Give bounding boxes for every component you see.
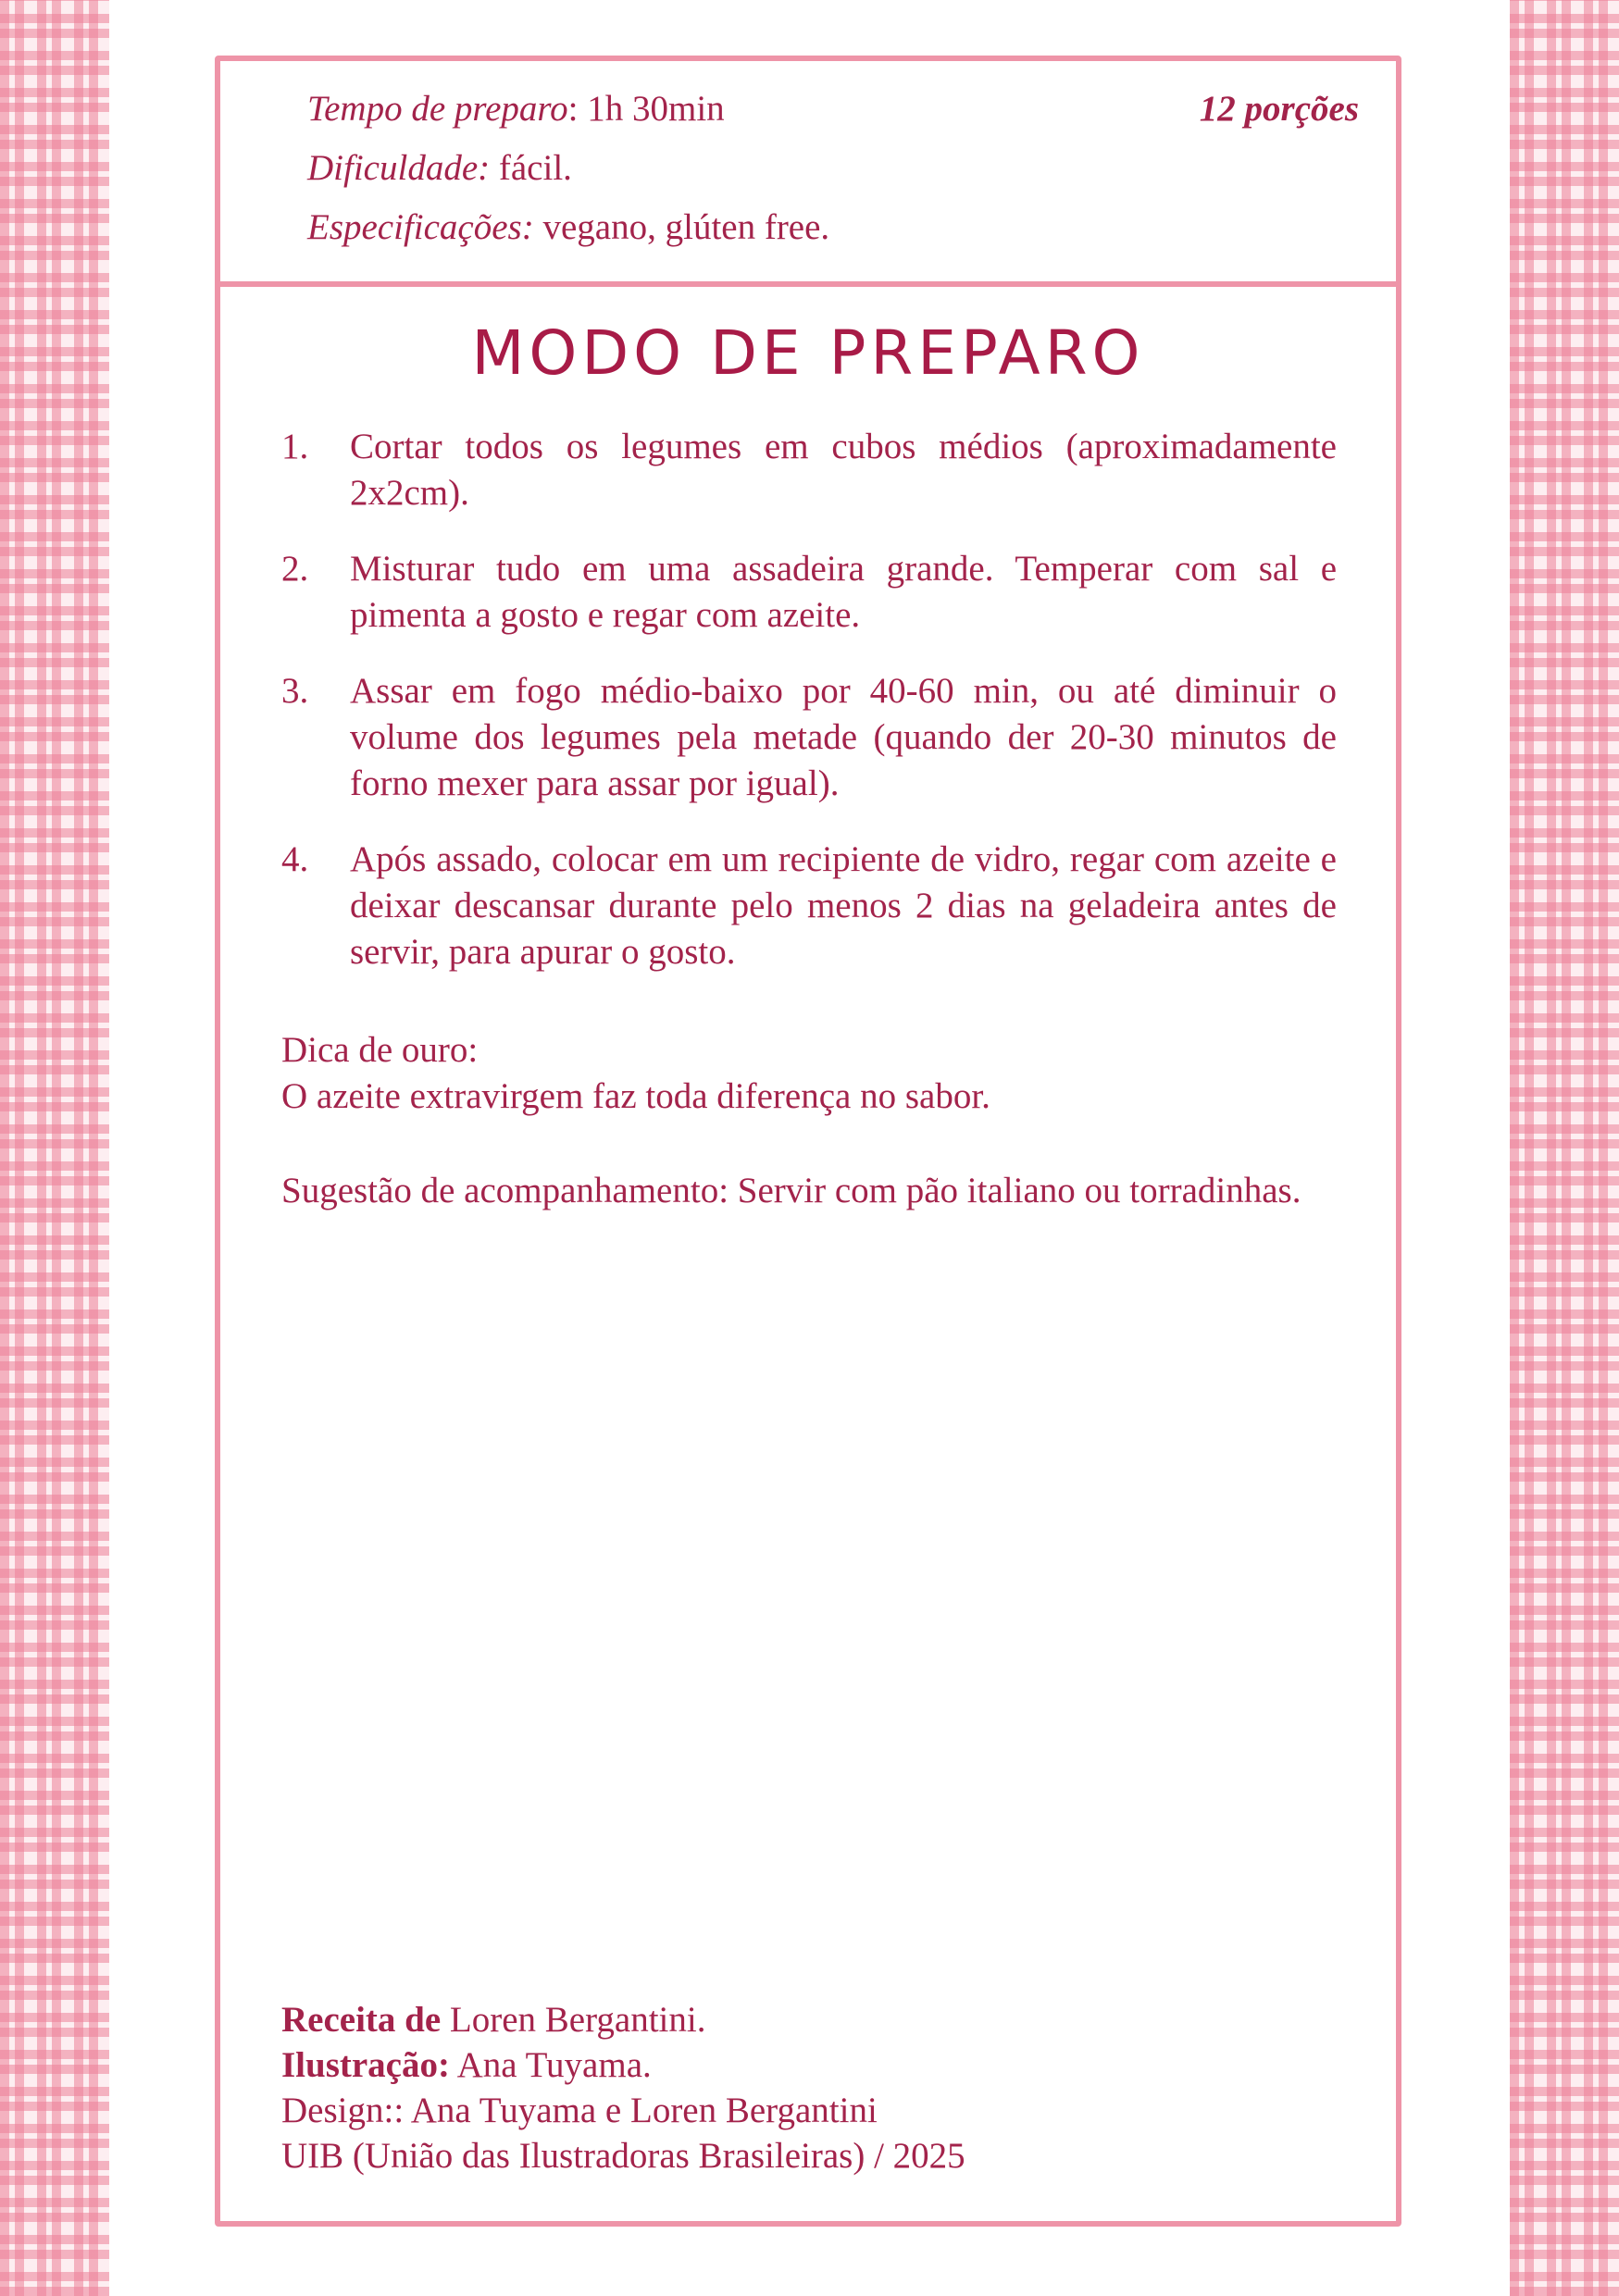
difficulty <box>307 146 572 191</box>
specifications-value: vegano, glúten free. <box>533 207 830 247</box>
tip-title: Dica de ouro: <box>281 1030 479 1070</box>
step-number: 3. <box>281 671 309 711</box>
preparation-steps <box>281 424 1337 1005</box>
prep-time-value: : 1h 30min <box>567 89 725 129</box>
plaid-border-right <box>1510 0 1619 2296</box>
credits <box>281 1997 1337 2178</box>
step-1 <box>281 424 1337 516</box>
credit-recipe <box>281 1997 1337 2042</box>
credit-illustration-value: Ana Tuyama. <box>449 2045 652 2085</box>
difficulty-value: fácil. <box>490 148 572 188</box>
step-2 <box>281 546 1337 639</box>
step-text: Cortar todos os legumes em cubos médios (aproximadamente 2x2cm). <box>350 427 1337 513</box>
difficulty-label: Dificuldade: <box>307 148 491 188</box>
specifications-label: Especificações: <box>307 207 534 247</box>
prep-time <box>307 87 725 131</box>
plaid-border-left <box>0 0 109 2296</box>
step-number: 1. <box>281 427 309 466</box>
credit-recipe-label: Receita de <box>281 2000 442 2040</box>
credit-illustration-label: Ilustração: <box>281 2045 450 2085</box>
step-text: Após assado, colocar em um recipiente de vidro, regar com azeite e deixar descansar durante pelo menos 2 dias na geladeira antes de servir, para apurar o gosto. <box>350 839 1337 972</box>
portions: 12 porções <box>1199 89 1359 129</box>
credit-organization: UIB (União das Ilustradoras Brasileiras) / 2025 <box>281 2136 965 2176</box>
step-4 <box>281 837 1337 975</box>
credit-recipe-value: Loren Bergantini. <box>441 2000 706 2040</box>
credit-design: Design:: Ana Tuyama e Loren Bergantini <box>281 2091 878 2130</box>
gold-tip <box>281 1027 1337 1120</box>
tip-text: O azeite extravirgem faz toda diferença no sabor. <box>281 1076 990 1116</box>
step-number: 2. <box>281 549 309 589</box>
prep-time-label: Tempo de preparo <box>307 89 568 129</box>
recipe-card <box>215 56 1401 2227</box>
step-text: Assar em fogo médio-baixo por 40-60 min, ou até diminuir o volume dos legumes pela metade (quando der 20-30 minutos de forno mexer para assar por igual). <box>350 671 1337 803</box>
credit-illustration <box>281 2042 1337 2088</box>
step-text: Misturar tudo em uma assadeira grande. Temperar com sal e pimenta a gosto e regar com azeite. <box>350 549 1337 635</box>
section-title: MODO DE PREPARO <box>471 317 1145 389</box>
specifications <box>307 205 829 250</box>
recipe-info-box <box>220 61 1396 287</box>
serving-suggestion: Sugestão de acompanhamento: Servir com pão italiano ou torradinhas. <box>281 1171 1301 1210</box>
step-3 <box>281 668 1337 807</box>
step-number: 4. <box>281 839 309 879</box>
